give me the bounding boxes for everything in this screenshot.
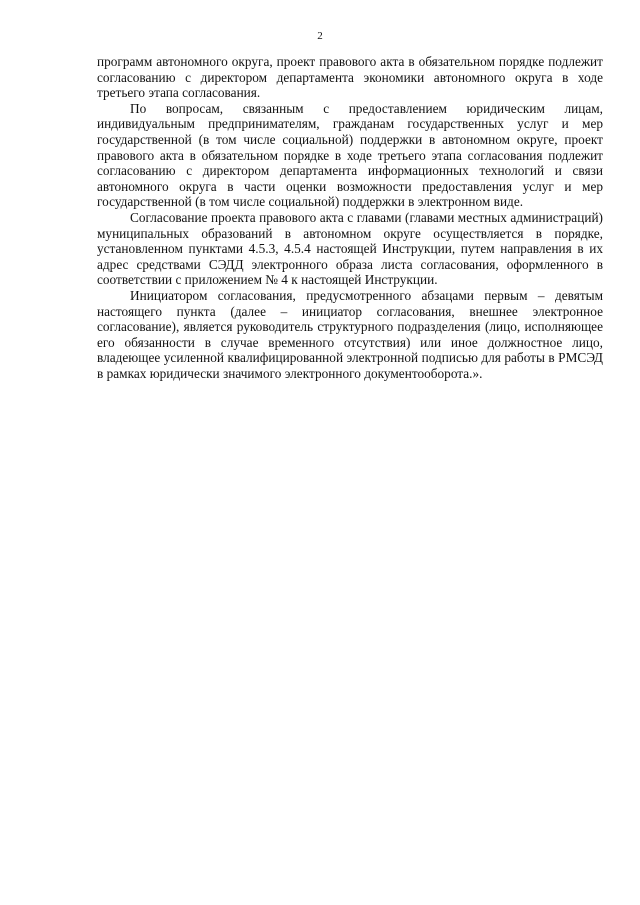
paragraph-continuation: программ автономного округа, проект правового акта в обязательном порядке подлежит согласованию с директором департамента экономики автономного округа в ходе третьего этапа согласования. (97, 54, 603, 101)
paragraph-municipal-approval: Согласование проекта правового акта с главами (главами местных администраций) муниципальных образований в автономном округе осуществляется в порядке, установленном пунктами 4.5.3, 4.5.4 настоящей Инструкции, путем направления в их адрес средствами СЭДД электронного образа листа согласования, оформленного в соответствии с приложением № 4 к настоящей Инструкции. (97, 209, 603, 288)
page-number: 2 (317, 30, 323, 42)
paragraph-initiator: Инициатором согласования, предусмотренного абзацами первым – девятым настоящего пункта (далее – инициатор согласования, внешнее электронное согласование), является руководитель структурного подразделения (лицо, исполняющее его обязанности в случае временного отсутствия) или иное должностное лицо, владеющее усиленной квалифицированной электронной подписью для работы в РМСЭД в рамках юридически значимого электронного документооборота.». (97, 287, 603, 381)
paragraph-services-support: По вопросам, связанным с предоставлением юридическим лицам, индивидуальным предпринимателям, гражданам государственных услуг и мер государственной (в том числе социальной) поддержки в автономном округе, проект правового акта в обязательном порядке в ходе третьего этапа согласования подлежит согласованию с директором департамента информационных технологий и связи автономного округа в части оценки возможности предоставления услуг и мер государственной (в том числе социальной) поддержки в электронном виде. (97, 100, 603, 210)
document-body (97, 54, 603, 381)
